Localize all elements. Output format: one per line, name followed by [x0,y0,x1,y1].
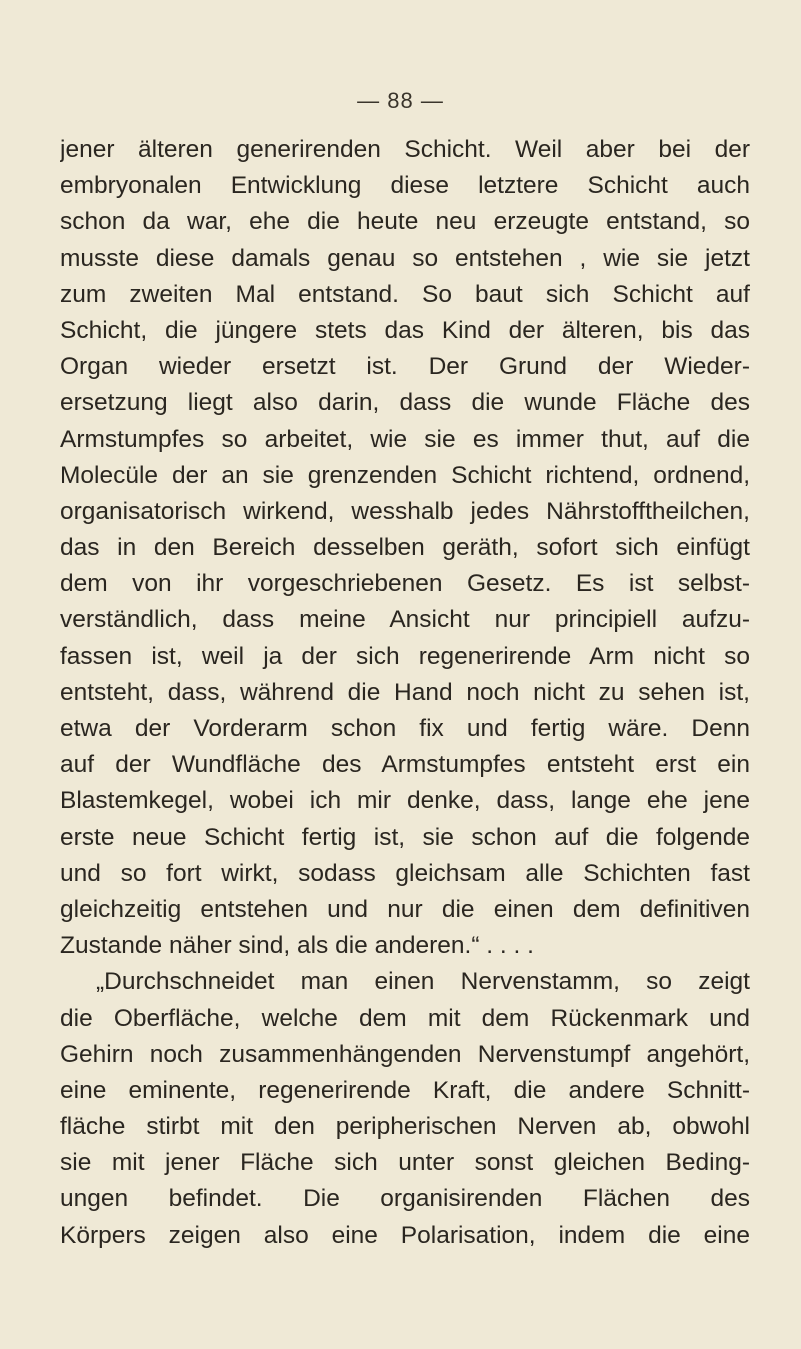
text-line: schon da war, ehe die heute neu erzeugte entstand, so [60,208,750,236]
text-line: fassen ist, weil ja der sich regenerirende Arm nicht so [60,642,750,670]
text-line: entsteht, dass, während die Hand noch nicht zu sehen ist, [60,678,750,706]
text-line: erste neue Schicht fertig ist, sie schon auf die folgende [60,823,750,851]
text-line: sie mit jener Fläche sich unter sonst gleichen Beding- [60,1149,750,1177]
text-line: auf der Wundfläche des Armstumpfes entsteht erst ein [60,751,750,779]
text-line: dem von ihr vorgeschriebenen Gesetz. Es ist selbst- [60,570,750,598]
text-line: ungen befindet. Die organisirenden Flächen des [60,1185,750,1213]
page-number: — 88 — [357,88,444,113]
text-line: die Oberfläche, welche dem mit dem Rückenmark und [60,1004,750,1032]
text-line: fläche stirbt mit den peripherischen Nerven ab, obwohl [60,1113,750,1141]
body-text [60,132,750,1254]
text-line: Blastemkegel, wobei ich mir denke, dass, lange ehe jene [60,787,750,815]
text-line: Zustande näher sind, als die anderen.“ . . . . [60,932,534,960]
text-line: Gehirn noch zusammenhängenden Nervenstumpf angehört, [60,1040,750,1068]
text-line: Schicht, die jüngere stets das Kind der älteren, bis das [60,316,750,344]
text-line: und so fort wirkt, sodass gleichsam alle Schichten fast [60,859,750,887]
text-line: organisatorisch wirkend, wesshalb jedes Nährstofftheilchen, [60,497,750,525]
text-line: Molecüle der an sie grenzenden Schicht richtend, ordnend, [60,461,750,489]
text-line: embryonalen Entwicklung diese letztere Schicht auch [60,172,750,200]
text-line: gleichzeitig entstehen und nur die einen dem definitiven [60,895,750,923]
text-line: Organ wieder ersetzt ist. Der Grund der Wieder- [60,353,750,381]
text-line: Armstumpfes so arbeitet, wie sie es immer thut, auf die [60,425,750,453]
text-line: eine eminente, regenerirende Kraft, die andere Schnitt- [60,1076,750,1104]
text-line: etwa der Vorderarm schon fix und fertig wäre. Denn [60,715,750,742]
text-line: das in den Bereich desselben geräth, sofort sich einfügt [60,534,750,562]
text-line: verständlich, dass meine Ansicht nur principiell aufzu- [60,606,750,634]
text-line: ersetzung liegt also darin, dass die wunde Fläche des [60,389,750,417]
text-line: jener älteren generirenden Schicht. Weil aber bei der [60,136,750,163]
text-line: „Durchschneidet man einen Nervenstamm, so zeigt [96,968,750,996]
text-line: musste diese damals genau so entstehen , wie sie jetzt [60,244,750,272]
text-line: zum zweiten Mal entstand. So baut sich Schicht auf [60,280,750,308]
text-line: Körpers zeigen also eine Polarisation, indem die eine [60,1221,750,1249]
